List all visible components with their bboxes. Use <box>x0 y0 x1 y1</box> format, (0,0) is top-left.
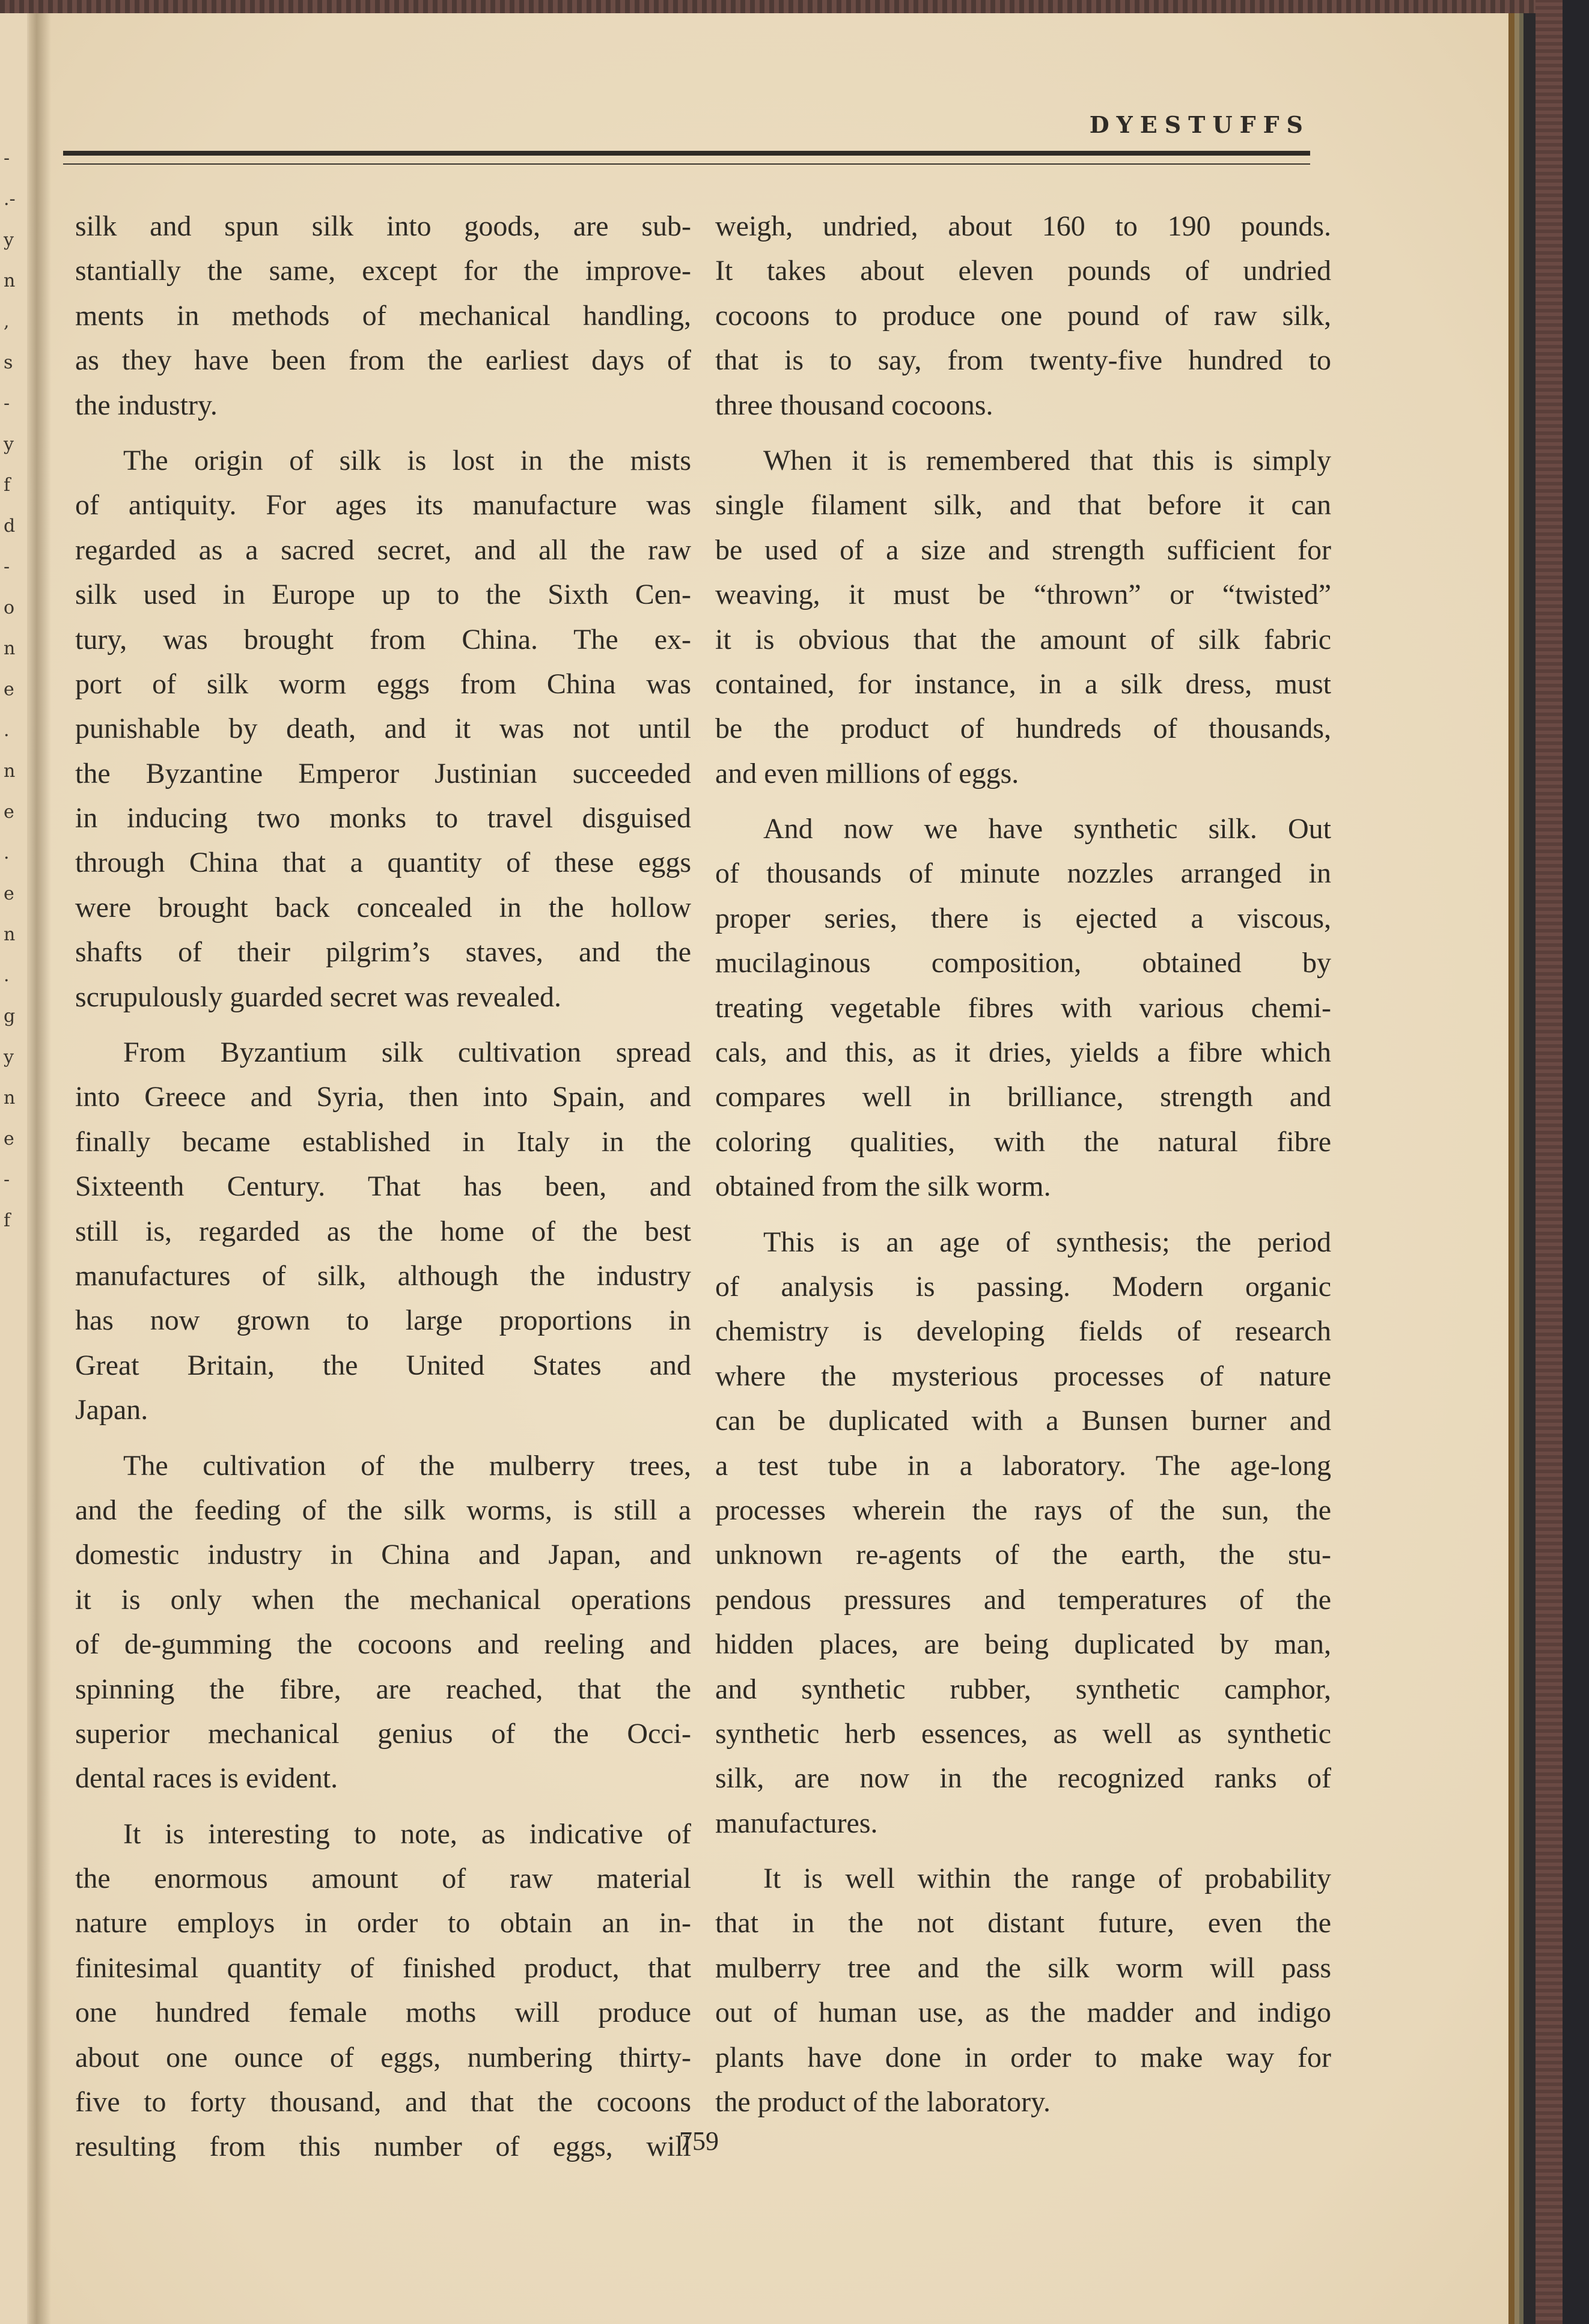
text-line: silk used in Europe up to the Sixth Cen- <box>75 579 691 611</box>
text-line: The origin of silk is lost in the mists <box>123 444 691 476</box>
text-line: silk and spun silk into goods, are sub- <box>75 210 691 242</box>
text-line: five to forty thousand, and that the cocoons <box>75 2086 691 2119</box>
text-line: resulting from this number of eggs, will <box>75 2131 691 2163</box>
text-line: contained, for instance, in a silk dress, must <box>715 668 1331 700</box>
text-line: regarded as a sacred secret, and all the raw <box>75 534 691 566</box>
text-line: of analysis is passing. Modern organic <box>715 1270 1331 1303</box>
margin-fragment: n <box>4 924 16 945</box>
text-line: as they have been from the earliest days of <box>75 344 691 377</box>
text-line: the industry. <box>75 389 218 421</box>
gutter-shadow <box>27 13 51 2324</box>
margin-fragment: n <box>4 761 16 782</box>
text-line: that is to say, from twenty-five hundred to <box>715 344 1331 377</box>
left-text-column <box>75 204 691 2180</box>
text-line: single filament silk, and that before it can <box>715 489 1331 522</box>
text-line: Great Britain, the United States and <box>75 1349 691 1381</box>
margin-fragment: n <box>4 1087 16 1109</box>
text-line: that in the not distant future, even the <box>715 1907 1331 1939</box>
text-line: were brought back concealed in the hollow <box>75 891 691 923</box>
header-rule-thick <box>63 151 1310 156</box>
margin-fragment: n <box>4 270 16 291</box>
text-line: chemistry is developing fields of research <box>715 1315 1331 1348</box>
text-line: a test tube in a laboratory. The age-long <box>715 1449 1331 1482</box>
text-line: hidden places, are being duplicated by man, <box>715 1628 1331 1661</box>
text-line: and synthetic rubber, synthetic camphor, <box>715 1673 1331 1705</box>
margin-fragment: g <box>4 1006 16 1027</box>
margin-fragment: f <box>4 475 11 496</box>
text-line: This is an age of synthesis; the period <box>763 1226 1331 1258</box>
page-number: 759 <box>679 2126 719 2156</box>
text-line: three thousand cocoons. <box>715 389 993 421</box>
running-header: DYESTUFFS <box>1089 111 1310 138</box>
text-line: it is obvious that the amount of silk fabric <box>715 623 1331 656</box>
text-line: can be duplicated with a Bunsen burner and <box>715 1405 1331 1437</box>
text-line: It takes about eleven pounds of undried <box>715 255 1331 287</box>
paragraph <box>715 807 1331 1209</box>
text-line: into Greece and Syria, then into Spain, and <box>75 1081 691 1113</box>
margin-fragment: y <box>4 434 14 455</box>
margin-fragment: - <box>4 393 10 414</box>
margin-fragment: e <box>4 802 14 823</box>
text-line: plants have done in order to make way for <box>715 2041 1331 2073</box>
text-line: be the product of hundreds of thousands, <box>715 713 1331 745</box>
text-line: domestic industry in China and Japan, and <box>75 1539 691 1571</box>
margin-fragment: . <box>4 842 10 863</box>
text-line: about one ounce of eggs, numbering thirty- <box>75 2041 691 2073</box>
paragraph <box>75 1812 691 2170</box>
text-line: cals, and this, as it dries, yields a fibre which <box>715 1036 1331 1069</box>
text-line: still is, regarded as the home of the best <box>75 1215 691 1247</box>
margin-fragment: . <box>4 965 10 986</box>
text-line: and the feeding of the silk worms, is still a <box>75 1494 691 1526</box>
text-line: it is only when the mechanical operations <box>75 1583 691 1616</box>
text-line: and even millions of eggs. <box>715 757 1019 789</box>
text-line: Sixteenth Century. That has been, and <box>75 1170 691 1203</box>
header-rule-thin <box>63 163 1310 165</box>
text-line: manufactures. <box>715 1807 878 1839</box>
text-line: The cultivation of the mulberry trees, <box>123 1449 691 1482</box>
text-line: coloring qualities, with the natural fibre <box>715 1125 1331 1158</box>
margin-fragment: .- <box>4 189 16 210</box>
margin-fragment: - <box>4 1169 10 1190</box>
text-line: compares well in brilliance, strength and <box>715 1081 1331 1113</box>
margin-fragment: f <box>4 1210 11 1231</box>
margin-fragment: - <box>4 556 10 577</box>
paragraph <box>715 1220 1331 1846</box>
text-line: nature employs in order to obtain an in- <box>75 1907 691 1939</box>
text-line: of thousands of minute nozzles arranged in <box>715 857 1331 890</box>
binding-cloth-top <box>0 0 1589 13</box>
text-line: mucilaginous composition, obtained by <box>715 947 1331 979</box>
text-line: When it is remembered that this is simply <box>763 444 1331 476</box>
text-line: weaving, it must be “thrown” or “twisted” <box>715 579 1331 611</box>
text-line: finally became established in Italy in the <box>75 1125 691 1158</box>
text-line: tury, was brought from China. The ex- <box>75 623 691 656</box>
text-line: out of human use, as the madder and indigo <box>715 1997 1331 2029</box>
text-line: manufactures of silk, although the industry <box>75 1259 691 1292</box>
text-line: scrupulously guarded secret was revealed. <box>75 981 562 1013</box>
text-line: Japan. <box>75 1394 148 1426</box>
text-line: processes wherein the rays of the sun, the <box>715 1494 1331 1526</box>
paragraph <box>715 1857 1331 2125</box>
paragraph <box>715 204 1331 428</box>
page-stack-edge <box>1508 13 1523 2324</box>
margin-fragment: d <box>4 516 16 537</box>
text-line: where the mysterious processes of nature <box>715 1360 1331 1392</box>
text-line: in inducing two monks to travel disguised <box>75 802 691 835</box>
previous-page-margin-text <box>4 138 22 1241</box>
text-line: of de-gumming the cocoons and reeling and <box>75 1628 691 1661</box>
right-text-column <box>715 204 1331 2135</box>
paragraph <box>715 439 1331 796</box>
text-line: unknown re-agents of the earth, the stu- <box>715 1539 1331 1571</box>
text-line: stantially the same, except for the improve- <box>75 255 691 287</box>
margin-fragment: s <box>4 352 13 373</box>
text-line: the enormous amount of raw material <box>75 1863 691 1895</box>
text-line: And now we have synthetic silk. Out <box>763 813 1331 845</box>
text-line: port of silk worm eggs from China was <box>75 668 691 700</box>
margin-fragment: - <box>4 148 10 169</box>
text-line: the Byzantine Emperor Justinian succeeded <box>75 757 691 789</box>
text-line: finitesimal quantity of finished product, that <box>75 1951 691 1984</box>
margin-fragment: e <box>4 883 14 904</box>
text-line: treating vegetable fibres with various chemi- <box>715 991 1331 1024</box>
text-line: obtained from the silk worm. <box>715 1170 1051 1203</box>
margin-fragment: o <box>4 597 15 618</box>
text-line: From Byzantium silk cultivation spread <box>123 1036 691 1069</box>
text-line: has now grown to large proportions in <box>75 1304 691 1337</box>
text-line: proper series, there is ejected a viscous, <box>715 902 1331 934</box>
text-line: synthetic herb essences, as well as synthetic <box>715 1717 1331 1750</box>
text-line: pendous pressures and temperatures of the <box>715 1583 1331 1616</box>
margin-fragment: . <box>4 720 10 741</box>
text-line: shafts of their pilgrim’s staves, and the <box>75 936 691 969</box>
text-line: silk, are now in the recognized ranks of <box>715 1762 1331 1795</box>
book-cover-edge <box>1563 0 1589 2324</box>
margin-fragment: , <box>4 311 10 332</box>
text-line: punishable by death, and it was not until <box>75 713 691 745</box>
text-line: dental races is evident. <box>75 1762 338 1795</box>
text-line: through China that a quantity of these eggs <box>75 847 691 879</box>
text-line: weigh, undried, about 160 to 190 pounds. <box>715 210 1331 242</box>
margin-fragment: y <box>4 1047 14 1068</box>
paragraph <box>75 1444 691 1801</box>
text-line: of antiquity. For ages its manufacture was <box>75 489 691 522</box>
text-line: spinning the fibre, are reached, that the <box>75 1673 691 1705</box>
text-line: superior mechanical genius of the Occi- <box>75 1717 691 1750</box>
text-line: mulberry tree and the silk worm will pass <box>715 1951 1331 1984</box>
text-line: be used of a size and strength sufficient for <box>715 534 1331 566</box>
text-line: It is interesting to note, as indicative of <box>123 1818 691 1850</box>
paragraph <box>75 204 691 428</box>
text-line: one hundred female moths will produce <box>75 1997 691 2029</box>
text-line: It is well within the range of probability <box>763 1863 1331 1895</box>
text-line: ments in methods of mechanical handling, <box>75 299 691 332</box>
margin-fragment: y <box>4 230 14 251</box>
margin-fragment: n <box>4 638 16 659</box>
paragraph <box>75 1030 691 1433</box>
text-line: the product of the laboratory. <box>715 2086 1051 2119</box>
margin-fragment: e <box>4 679 14 700</box>
text-line: cocoons to produce one pound of raw silk, <box>715 299 1331 332</box>
paragraph <box>75 439 691 1020</box>
margin-fragment: e <box>4 1128 14 1149</box>
